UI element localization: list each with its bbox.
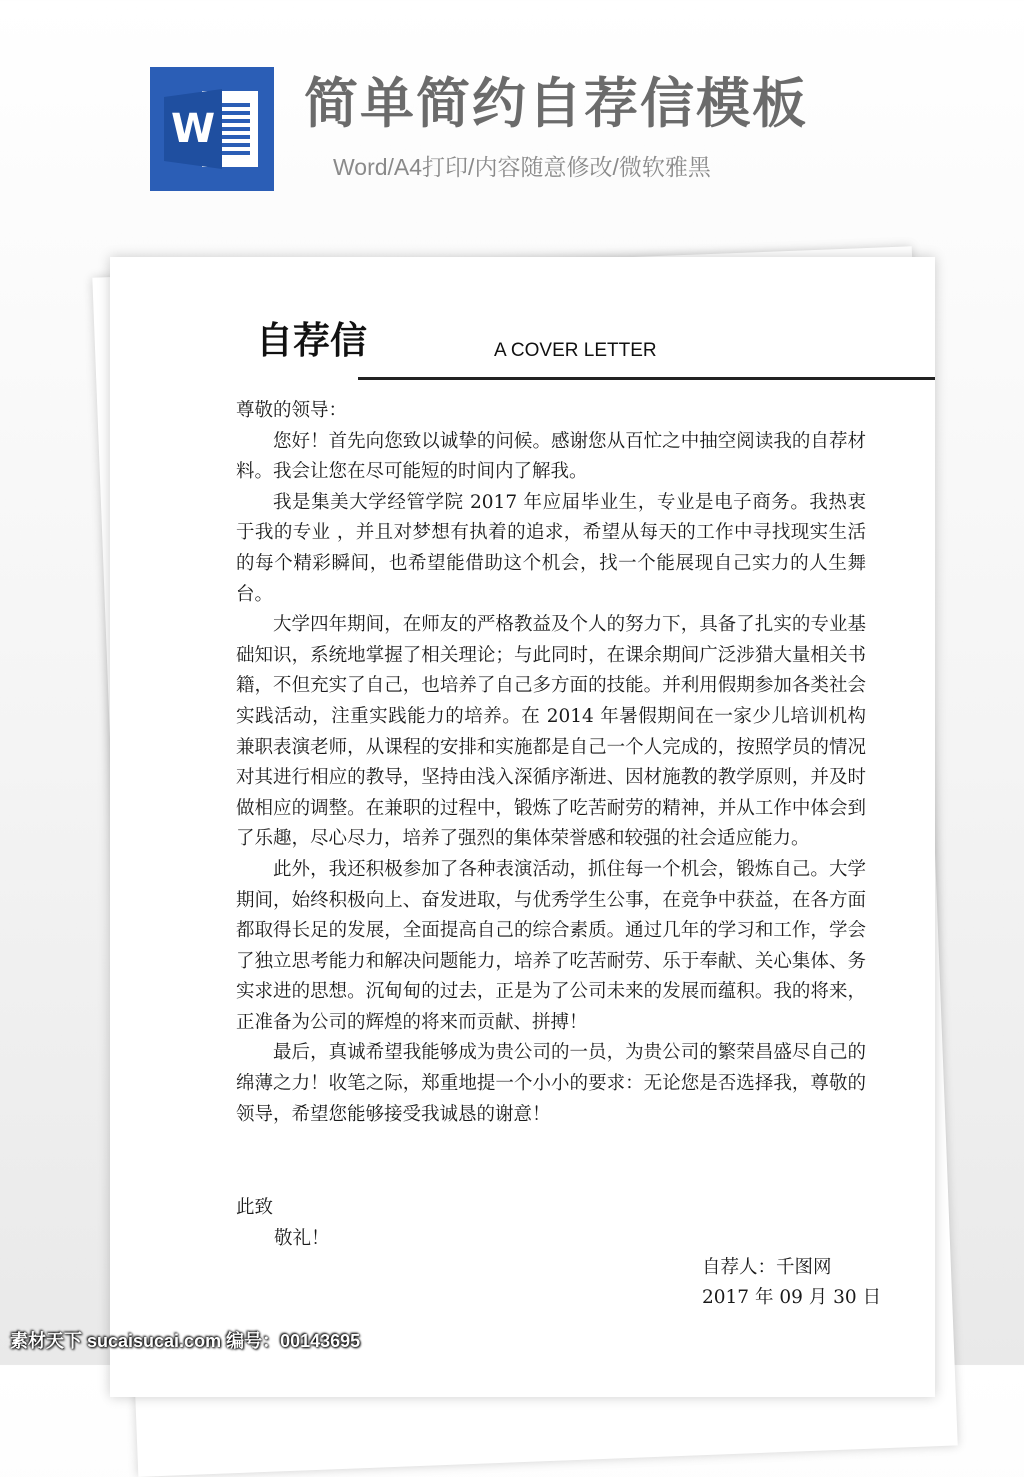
word-logo-icon — [150, 67, 274, 191]
letter-title: 自荐信 — [256, 320, 367, 361]
letter-salutation: 尊敬的领导： — [236, 400, 348, 421]
letter-paragraph: 最后，真诚希望我能够成为贵公司的一员，为贵公司的繁荣昌盛尽自己的绵薄之力！收笔之际，郑重地提一个小小的要求：无论您是否选择我，尊敬的领导，希望您能够接受我诚恳的谢意！ — [236, 1042, 866, 1125]
closing-line-2: 敬礼！ — [274, 1228, 330, 1249]
letter-paper — [110, 257, 935, 1397]
letter-closing — [236, 1192, 330, 1254]
page-subtitle: Word/A4打印/内容随意修改/微软雅黑 — [333, 154, 711, 180]
signer-name: 自荐人：千图网 — [702, 1257, 832, 1278]
letter-date: 2017 年 09 月 30 日 — [702, 1287, 882, 1308]
letter-paragraph: 您好！首先向您致以诚挚的问候。感谢您从百忙之中抽空阅读我的自荐材料。我会让您在尽可能短的时间内了解我。 — [236, 430, 866, 483]
letter-subtitle: A COVER LETTER — [494, 340, 657, 361]
page-title: 简单简约自荐信模板 — [304, 74, 808, 134]
closing-line-1: 此致 — [236, 1197, 274, 1218]
letter-paragraph: 此外，我还积极参加了各种表演活动，抓住每一个机会，锻炼自己。大学期间，始终积极向上、奋发进取，与优秀学生公事，在竞争中获益，在各方面都取得长足的发展，全面提高自己的综合素质。通过几年的学习和工作，学会了独立思考能力和解决问题能力，培养了吃苦耐劳、乐于奉献、关心集体、务实求进的思想。沉甸甸的过去，正是为了公司未来的发展而蕴积。我的将来，正准备为公司的辉煌的将来而贡献、拼搏！ — [236, 858, 866, 1033]
signature-block — [702, 1253, 881, 1313]
letter-paragraph: 大学四年期间，在师友的严格教益及个人的努力下，具备了扎实的专业基础知识，系统地掌握了相关理论；与此同时，在课余期间广泛涉猎大量相关书籍，不但充实了自己，也培养了自己多方面的技能。并利用假期参加各类社会实践活动，注重实践能力的培养。在 2014 年暑假期间在一家少儿培训机构兼职表演老师，从课程的安排和实施都是自己一个人完成的，按照学员的情况对其进行相应的教导，坚持由浅入深循序渐进、因材施教的教学原则，并及时做相应的调整。在兼职的过程中，锻炼了吃苦耐劳的精神，并从工作中体会到了乐趣，尽心尽力，培养了强烈的集体荣誉感和较强的社会适应能力。 — [236, 614, 866, 850]
letter-body — [236, 396, 866, 1130]
watermark: 素材天下 sucaisucai.com 编号：00143695 — [10, 1331, 361, 1351]
letter-paragraph: 我是集美大学经管学院 2017 年应届毕业生，专业是电子商务。我热衷于我的专业 ，并且对梦想有执着的追求，希望从每天的工作中寻找现实生活的每个精彩瞬间，也希望能借助这个机会，找一个能展现自己实力的人生舞台。 — [236, 491, 866, 605]
word-logo-letter: W — [170, 106, 216, 152]
title-divider — [358, 377, 935, 380]
